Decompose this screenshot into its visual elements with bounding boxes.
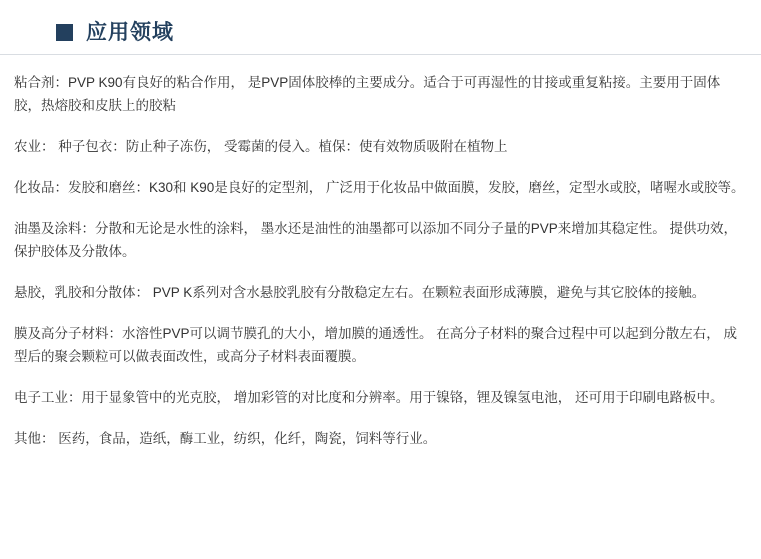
- content-body: [0, 55, 761, 450]
- paragraph: 农业： 种子包衣：防止种子冻伤， 受霉菌的侵入。植保：使有效物质吸附在植物上: [14, 139, 508, 154]
- paragraph: 其他： 医药，食品，造纸，酶工业，纺织，化纤，陶瓷，饲料等行业。: [14, 431, 437, 446]
- section-header: [0, 0, 761, 46]
- paragraph: 油墨及涂料：分散和无论是水性的涂料， 墨水还是油性的油墨都可以添加不同分子量的PVP来增加其稳定性。 提供功效， 保护胶体及分散体。: [14, 221, 738, 259]
- paragraph: 粘合剂：PVP K90有良好的粘合作用， 是PVP固体胶棒的主要成分。适合于可再湿性的甘接或重复粘接。主要用于固体胶，热熔胶和皮肤上的胶粘: [14, 75, 721, 113]
- paragraph: 悬胶，乳胶和分散体： PVP K系列对含水悬胶乳胶有分散稳定左右。在颗粒表面形成薄膜，避免与其它胶体的接触。: [14, 285, 706, 300]
- square-marker-icon: [56, 24, 73, 41]
- paragraph: 化妆品：发胶和磨丝：K30和 K90是良好的定型剂， 广泛用于化妆品中做面膜，发胶，磨丝，定型水或胶，啫喔水或胶等。: [14, 180, 745, 195]
- page-title: 应用领域: [86, 20, 174, 44]
- paragraph: 膜及高分子材料：水溶性PVP可以调节膜孔的大小，增加膜的通透性。 在高分子材料的聚合过程中可以起到分散左右， 成型后的聚会颗粒可以做表面改性，或高分子材料表面覆膜。: [14, 326, 738, 364]
- paragraph: 电子工业：用于显象管中的光克胶， 增加彩管的对比度和分辨率。用于镍铬，锂及镍氢电池， 还可用于印刷电路板中。: [14, 390, 724, 405]
